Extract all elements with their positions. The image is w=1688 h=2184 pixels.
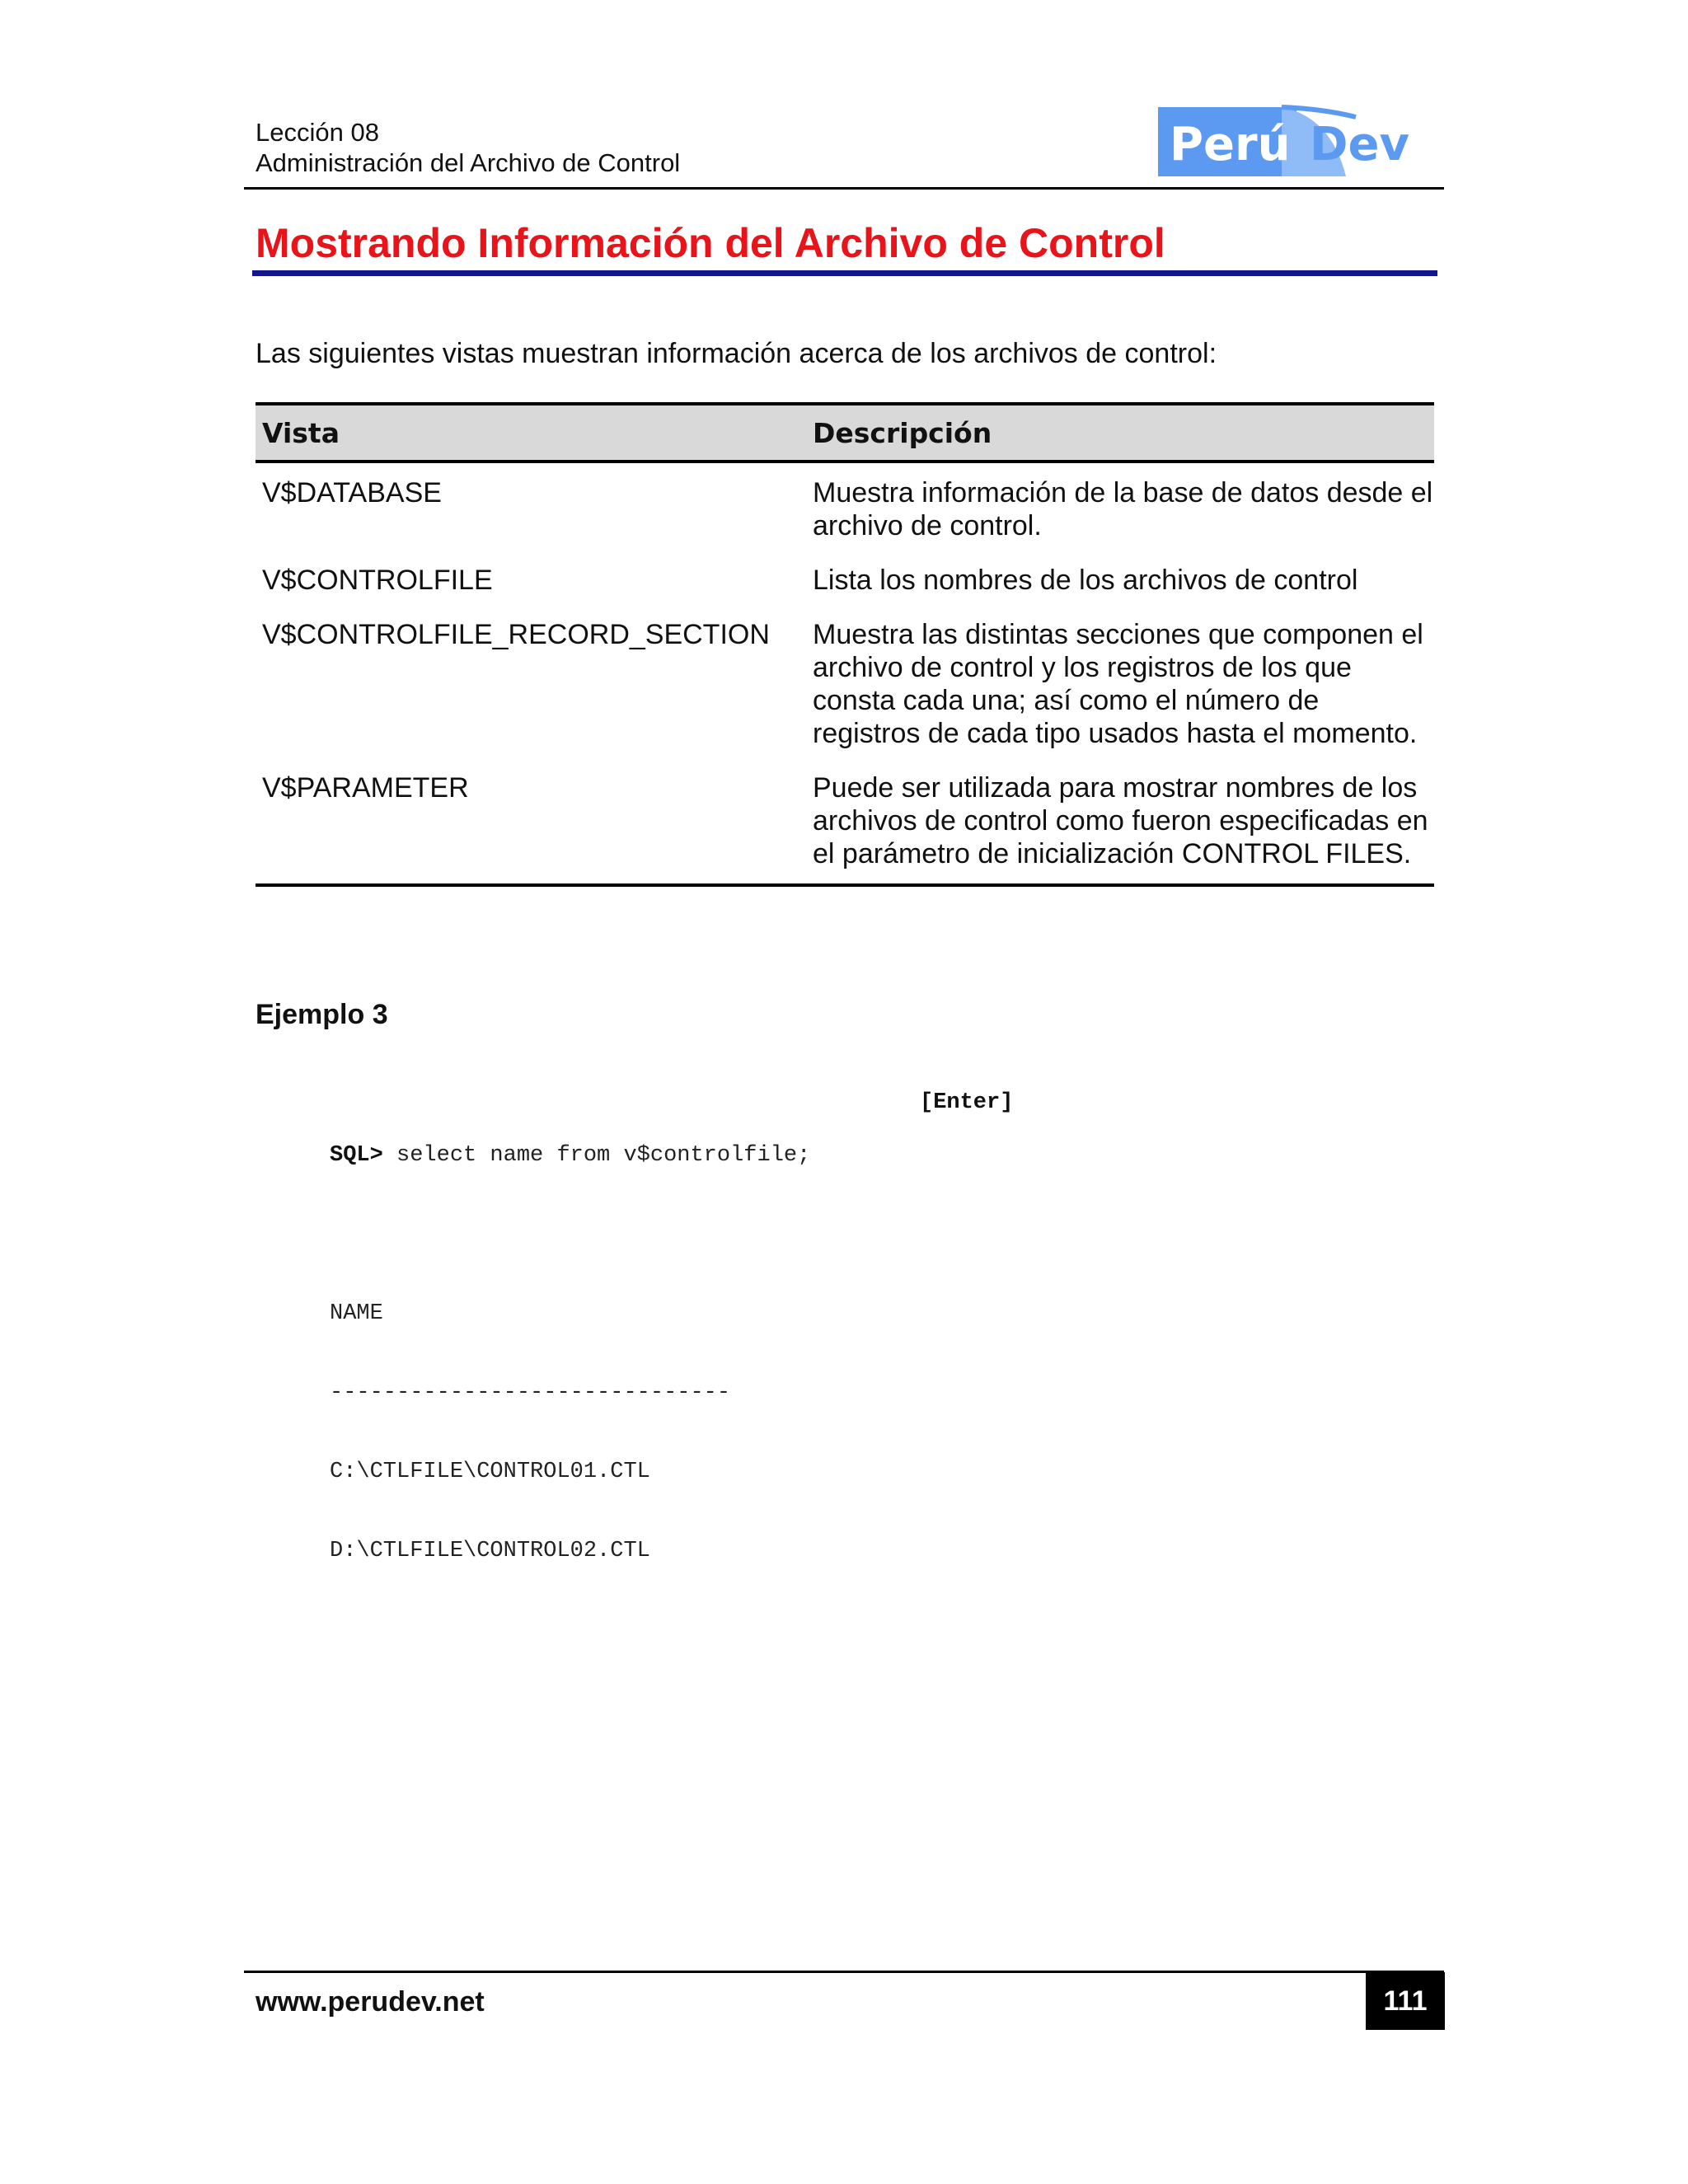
logo-word-dev: Dev <box>1310 118 1409 171</box>
code-output-line: NAME <box>330 1301 383 1326</box>
views-table <box>256 402 1434 887</box>
column-header-description: Descripción <box>806 404 1434 462</box>
table-row <box>256 618 1434 771</box>
footer-divider <box>244 1971 1444 1973</box>
page-number: 111 <box>1366 1972 1445 2030</box>
page-header <box>256 117 680 178</box>
code-output-line: C:\CTLFILE\CONTROL01.CTL <box>330 1460 650 1484</box>
table-row <box>256 564 1434 618</box>
lesson-subtitle: Administración del Archivo de Control <box>256 148 681 177</box>
code-output-line: D:\CTLFILE\CONTROL02.CTL <box>330 1539 650 1563</box>
code-output-line: ------------------------------ <box>330 1380 731 1405</box>
perudev-logo <box>1158 101 1438 181</box>
logo-word-peru: Perú <box>1170 118 1291 171</box>
view-description: Muestra información de la base de datos desde el archivo de control. <box>813 477 1433 541</box>
code-command-line <box>330 1142 810 1169</box>
table-header-row <box>256 404 1434 462</box>
intro-paragraph: Las siguientes vistas muestran información acerca de los archivos de control: <box>256 338 1217 369</box>
view-name: V$DATABASE <box>262 477 442 509</box>
enter-key-label: [Enter] <box>920 1090 1014 1115</box>
view-name: V$CONTROLFILE <box>262 565 493 596</box>
page-title: Mostrando Información del Archivo de Control <box>256 220 1165 266</box>
header-divider <box>244 187 1444 190</box>
code-block <box>330 1090 810 1591</box>
table-row <box>256 771 1434 885</box>
sql-prompt: SQL> <box>330 1143 383 1168</box>
example-title: Ejemplo 3 <box>256 999 388 1030</box>
column-header-view: Vista <box>256 404 806 462</box>
view-description: Muestra las distintas secciones que componen el archivo de control y los registros de los que consta cada una; así como el número de registros de cada tipo usados hasta el momento. <box>813 619 1423 749</box>
title-underline <box>252 270 1437 276</box>
view-name: V$CONTROLFILE_RECORD_SECTION <box>262 619 770 650</box>
view-description: Puede ser utilizada para mostrar nombres de los archivos de control como fueron especificadas en el parámetro de inicialización CONTROL FILES. <box>806 771 1434 885</box>
lesson-number: Lección 08 <box>256 118 379 147</box>
view-description: Lista los nombres de los archivos de control <box>813 565 1358 596</box>
sql-command: select name from v$controlfile; <box>382 1143 811 1168</box>
footer-url: www.perudev.net <box>256 1986 485 2018</box>
table-row <box>256 462 1434 564</box>
view-name: V$PARAMETER <box>256 771 806 885</box>
